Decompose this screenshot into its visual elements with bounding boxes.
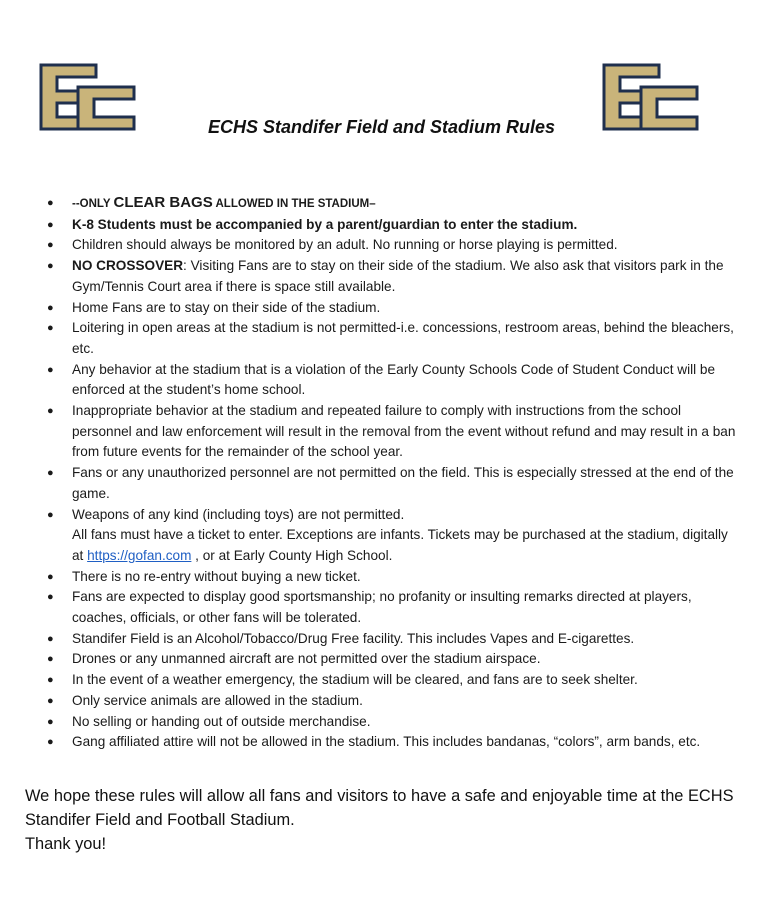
rule-text: Fans or any unauthorized personnel are not permitted on the field. This is especially stressed at the end of the game. [72, 465, 734, 501]
rule-text: Gang affiliated attire will not be allowed in the stadium. This includes bandanas, “colors”, arm bands, etc. [72, 734, 701, 750]
bullet-icon: ● [47, 632, 54, 645]
rule-item [47, 732, 737, 753]
rule-item [47, 712, 737, 733]
bullet-icon: ● [47, 197, 54, 209]
rule-text-emphasis: CLEAR BAGS [113, 194, 213, 211]
rule-text: Inappropriate behavior at the stadium and repeated failure to comply with instructions from the school personnel and law enforcement will result in the removal from the event without refund and may result in a ban from future events for the remainder of the school year. [72, 403, 736, 460]
closing-thanks: Thank you! [25, 835, 107, 853]
rule-item [47, 463, 737, 504]
bullet-icon: ● [47, 570, 54, 583]
closing-message [25, 784, 745, 856]
rule-continuation-text: All fans must have a ticket to enter. Exceptions are infants. Tickets may be purchased at the stadium, digitally at [72, 527, 728, 563]
bullet-icon: ● [47, 694, 54, 707]
rule-item [47, 256, 737, 297]
rule-text: Any behavior at the stadium that is a violation of the Early County Schools Code of Student Conduct will be enforced at the student’s home school. [72, 361, 716, 398]
gofan-link[interactable]: https://gofan.com [87, 547, 192, 563]
rule-text: Children should always be monitored by an adult. No running or horse playing is permitted. [72, 237, 618, 253]
rule-item [47, 691, 737, 712]
rule-item [47, 360, 737, 401]
rules-list [47, 193, 737, 753]
rule-text-suffix: ALLOWED IN THE STADIUM– [212, 198, 376, 210]
rule-continuation-text-end: , or at Early County High School. [191, 547, 393, 563]
bullet-icon: ● [47, 653, 54, 666]
bullet-icon: ● [47, 591, 54, 604]
rule-item [47, 235, 737, 256]
document-title: ECHS Standifer Field and Stadium Rules [207, 117, 556, 137]
bullet-icon: ● [47, 322, 54, 335]
rule-item [47, 505, 737, 567]
bullet-icon: ● [47, 467, 54, 480]
rule-text: Home Fans are to stay on their side of the stadium. [72, 299, 381, 315]
rule-text: : Visiting Fans are to stay on their side of the stadium. We also ask that visitors park in the Gym/Tennis Court area if there is space still available. [72, 258, 724, 294]
rule-item [47, 649, 737, 670]
bullet-icon: ● [47, 363, 54, 376]
bullet-icon: ● [47, 405, 54, 418]
bullet-icon: ● [47, 674, 54, 687]
rule-continuation [72, 527, 728, 563]
rule-text-emphasis: NO CROSSOVER [72, 258, 184, 274]
rule-item [47, 401, 737, 463]
rule-item [47, 215, 737, 236]
bullet-icon: ● [47, 260, 54, 273]
rule-item [47, 670, 737, 691]
bullet-icon: ● [47, 508, 54, 521]
bullet-icon: ● [47, 736, 54, 749]
rule-text: Loitering in open areas at the stadium is not permitted-i.e. concessions, restroom areas, behind the bleachers, etc. [72, 320, 734, 356]
bullet-icon: ● [47, 218, 54, 231]
rule-item [47, 318, 737, 359]
bullet-icon: ● [47, 715, 54, 728]
rule-item [47, 298, 737, 319]
bullet-icon: ● [47, 301, 54, 314]
rule-text: Only service animals are allowed in the stadium. [72, 692, 363, 708]
rule-text: K-8 Students must be accompanied by a parent/guardian to enter the stadium. [72, 216, 578, 232]
rule-item [47, 587, 737, 628]
rule-item [47, 629, 737, 650]
rule-text: Drones or any unmanned aircraft are not permitted over the stadium airspace. [72, 651, 541, 667]
bullet-icon: ● [47, 239, 54, 252]
rule-text: No selling or handing out of outside merchandise. [72, 713, 371, 729]
rule-text: There is no re-entry without buying a new ticket. [72, 568, 361, 584]
rule-text: Weapons of any kind (including toys) are not permitted. [72, 506, 405, 522]
rule-text: Standifer Field is an Alcohol/Tobacco/Drug Free facility. This includes Vapes and E-cigarettes. [72, 630, 635, 646]
rule-text: In the event of a weather emergency, the stadium will be cleared, and fans are to seek shelter. [72, 672, 638, 688]
closing-text: We hope these rules will allow all fans and visitors to have a safe and enjoyable time at the ECHS Standifer Field and Football Stadium. [25, 787, 734, 829]
rule-text: Fans are expected to display good sportsmanship; no profanity or insulting remarks directed at players, coaches, officials, or other fans will be tolerated. [72, 589, 692, 626]
rule-item [47, 567, 737, 588]
rule-text-prefix: --ONLY [72, 198, 114, 210]
rule-item [47, 193, 737, 215]
